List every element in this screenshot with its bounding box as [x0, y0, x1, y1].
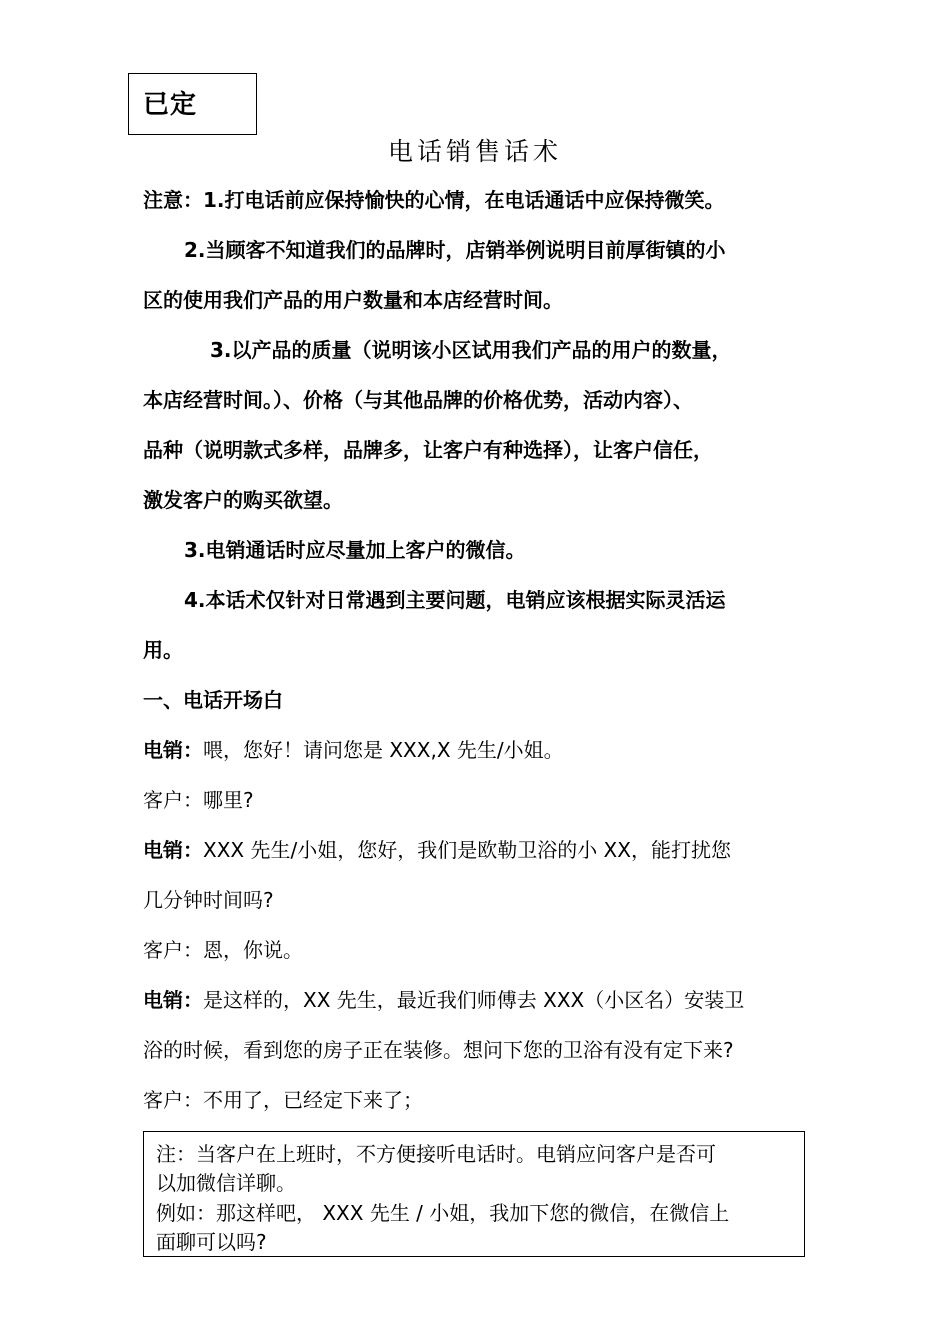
note-item-4: 3.电销通话时应尽量加上客户的微信。	[184, 538, 526, 562]
tip-line-3: 例如：那这样吧， XXX 先生 / 小姐，我加下您的微信，在微信上	[156, 1201, 730, 1225]
document-title: 电话销售话术	[387, 137, 562, 166]
speaker-label: 电销：	[143, 988, 203, 1012]
dialogue-line-4: 客户：恩，你说。	[143, 938, 303, 962]
note-label: 注意：	[143, 188, 203, 212]
status-stamp	[128, 73, 257, 135]
dialogue-line-5-cont: 浴的时候，看到您的房子正在装修。想问下您的卫浴有没有定下来?	[143, 1038, 734, 1062]
dialogue-line-3-cont: 几分钟时间吗?	[143, 888, 274, 912]
note-item-1: 1.打电话前应保持愉快的心情，在电话通话中应保持微笑。	[203, 188, 725, 212]
section-heading: 一、电话开场白	[143, 688, 283, 712]
tip-line-2: 以加微信详聊。	[156, 1171, 296, 1195]
dialogue-line-1	[143, 737, 564, 763]
note-item-3c: 品种（说明款式多样，品牌多，让客户有种选择），让客户信任，	[143, 438, 713, 462]
note-item-2a: 2.当顾客不知道我们的品牌时，店销举例说明目前厚街镇的小	[184, 238, 726, 262]
dialogue-line-6: 客户：不用了，已经定下来了；	[143, 1088, 423, 1112]
tip-line-1: 注：当客户在上班时，不方便接听电话时。电销应问客户是否可	[156, 1142, 716, 1166]
dialogue-text: 是这样的，XX 先生，最近我们师傅去 XXX（小区名）安装卫	[203, 988, 745, 1012]
dialogue-line-5	[143, 987, 744, 1013]
tip-box	[143, 1131, 805, 1257]
note-item-3d: 激发客户的购买欲望。	[143, 488, 343, 512]
note-item-3a: 3.以产品的质量（说明该小区试用我们产品的用户的数量，	[210, 338, 732, 362]
dialogue-line-2: 客户：哪里?	[143, 788, 254, 812]
speaker-label: 电销：	[143, 838, 203, 862]
note-line-1	[143, 187, 725, 213]
stamp-text: 已定	[143, 90, 198, 120]
note-item-5a: 4.本话术仅针对日常遇到主要问题，电销应该根据实际灵活运	[184, 588, 726, 612]
note-item-3b: 本店经营时间。）、价格（与其他品牌的价格优势，活动内容）、	[143, 388, 693, 412]
note-item-2b: 区的使用我们产品的用户数量和本店经营时间。	[143, 288, 563, 312]
dialogue-line-3	[143, 837, 731, 863]
dialogue-text: 喂，您好！请问您是 XXX,X 先生/小姐。	[203, 738, 564, 762]
speaker-label: 电销：	[143, 738, 203, 762]
tip-line-4: 面聊可以吗?	[156, 1230, 267, 1254]
dialogue-text: XXX 先生/小姐，您好，我们是欧勒卫浴的小 XX，能打扰您	[203, 838, 731, 862]
note-item-5b: 用。	[143, 638, 183, 662]
